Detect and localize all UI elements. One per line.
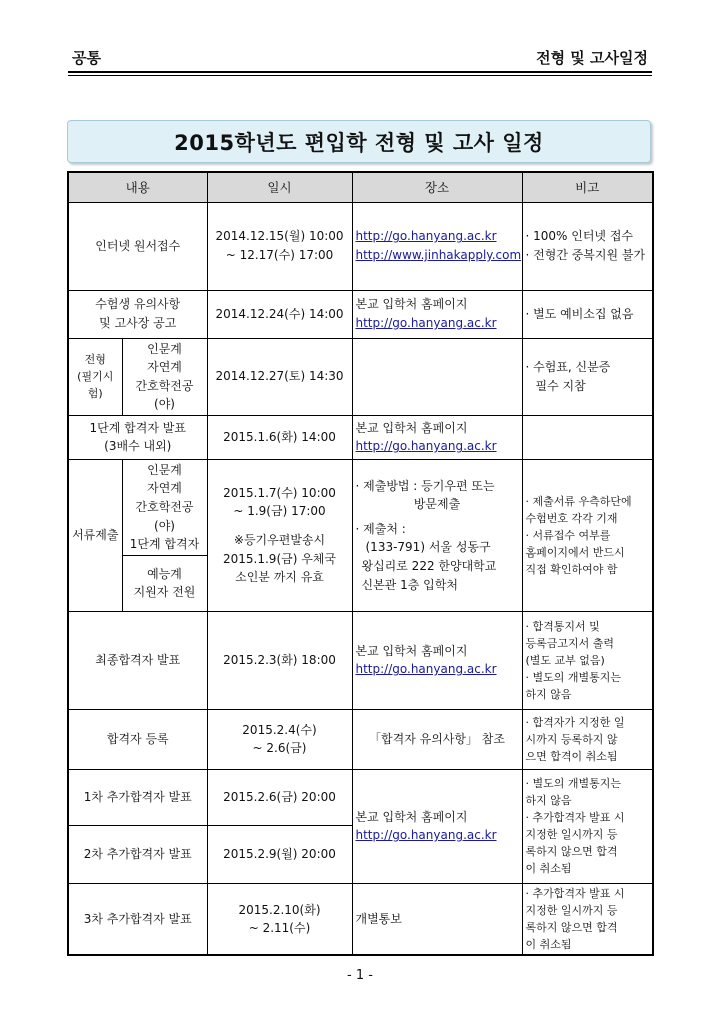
column-header-content: 내용: [68, 172, 207, 202]
row-place: [352, 338, 522, 415]
header-right-label: 전형 및 고사일정: [536, 49, 648, 67]
note-line: 수험번호 각각 기재: [525, 511, 618, 525]
note-line: · 합격통지서 및: [525, 619, 600, 633]
column-header-place: 장소: [352, 172, 522, 202]
row-label: [68, 290, 207, 338]
row-place: 개별통보: [352, 883, 522, 955]
row-datetime: [207, 202, 352, 290]
table-row: [68, 709, 653, 769]
row-note: [522, 459, 653, 611]
place-line: (133-791) 서울 성동구: [365, 540, 491, 555]
row-place: [352, 611, 522, 709]
date-line: ~ 2.11(수): [248, 921, 311, 936]
date-line: 2015.1.9(금) 우체국: [223, 551, 336, 566]
header-rule: [68, 71, 652, 73]
table-header-row: [68, 172, 653, 202]
row-place: [352, 202, 522, 290]
place-line: 본교 입학처 홈페이지: [355, 420, 468, 435]
hanyang-link[interactable]: http://go.hanyang.ac.kr: [355, 439, 497, 454]
row-datetime: [207, 709, 352, 769]
note-line: (별도 교부 없음): [525, 653, 605, 667]
label-line: 1단계 합격자 발표: [89, 420, 186, 435]
hanyang-link[interactable]: http://go.hanyang.ac.kr: [355, 316, 497, 330]
note-line: 지정한 일시까지 등: [525, 828, 618, 842]
label-line: 전형: [84, 353, 106, 367]
hanyang-link[interactable]: http://go.hanyang.ac.kr: [355, 828, 497, 843]
table-row: [68, 290, 653, 338]
date-line: ~ 2.6(금): [252, 741, 307, 756]
sublabel-line: 인문계: [147, 462, 182, 477]
date-line: 2015.2.4(수): [242, 722, 317, 737]
table-row: [68, 883, 653, 955]
place-line: 왕십리로 222 한양대학교: [361, 558, 497, 573]
place-line: 방문제출: [413, 497, 461, 512]
row-label: 서류제출: [68, 459, 122, 611]
sublabel-line: 인문계: [147, 341, 182, 356]
row-datetime: [207, 459, 352, 611]
page-number: - 1 -: [347, 968, 373, 983]
row-datetime: 2015.2.3(화) 18:00: [207, 611, 352, 709]
row-note: [522, 709, 653, 769]
row-sublabel: [122, 555, 207, 611]
column-header-datetime: 일시: [207, 172, 352, 202]
place-line: · 제출처 :: [355, 521, 406, 536]
date-line: ~ 1.9(금) 17:00: [233, 504, 326, 519]
place-line: 신본관 1층 입학처: [361, 577, 458, 592]
page-title: 2015학년도 편입학 전형 및 고사 일정: [67, 120, 651, 163]
note-line: 하지 않음: [525, 794, 572, 808]
row-label: 3차 추가합격자 발표: [68, 883, 207, 955]
row-note: [522, 202, 653, 290]
note-line: 홈페이지에서 반드시: [525, 545, 625, 559]
date-line: 소인분 까지 유효: [235, 570, 324, 585]
note-line: 하지 않음: [525, 687, 572, 701]
note-line: 시까지 등록하지 않: [525, 732, 618, 746]
row-datetime: 2014.12.24(수) 14:00: [207, 290, 352, 338]
row-label: 1차 추가합격자 발표: [68, 769, 207, 825]
note-line: 이 취소됨: [525, 862, 572, 876]
row-datetime: 2015.1.6(화) 14:00: [207, 415, 352, 459]
note-line: · 별도의 개별통지는: [525, 777, 621, 791]
row-note: [522, 338, 653, 415]
row-place: [352, 290, 522, 338]
row-sublabel: [122, 338, 207, 415]
row-label: 인터넷 원서접수: [68, 202, 207, 290]
place-line: 본교 입학처 홈페이지: [355, 809, 468, 824]
header-left-label: 공통: [72, 49, 101, 67]
row-label: 합격자 등록: [68, 709, 207, 769]
place-line: 본교 입학처 홈페이지: [355, 297, 468, 312]
sublabel-line: 자연계: [147, 481, 182, 496]
row-label: 최종합격자 발표: [68, 611, 207, 709]
column-header-note: 비고: [522, 172, 653, 202]
row-datetime: [207, 883, 352, 955]
header-rule-thin: [68, 75, 652, 76]
note-line: 으면 합격이 취소됨: [525, 749, 618, 763]
date-line: 2015.2.10(화): [238, 902, 321, 917]
note-line: · 수험표, 신분증: [525, 360, 611, 375]
row-datetime: 2015.2.6(금) 20:00: [207, 769, 352, 825]
row-place: [352, 769, 522, 883]
date-line: 2014.12.15(월) 10:00: [215, 229, 344, 244]
note-line: · 합격자가 지정한 일: [525, 715, 625, 729]
label-line: 수험생 유의사항: [95, 297, 181, 312]
row-note: [522, 883, 653, 955]
date-line: ~ 12.17(수) 17:00: [225, 248, 334, 262]
row-note: [522, 769, 653, 883]
place-line: 본교 입학처 홈페이지: [355, 643, 468, 658]
table-row: [68, 415, 653, 459]
row-label: [68, 415, 207, 459]
table-row: [68, 338, 653, 415]
note-line: 필수 지참: [535, 378, 586, 393]
date-line: 2015.1.7(수) 10:00: [223, 485, 336, 500]
date-line: ※등기우편발송시: [233, 533, 326, 548]
table-row: [68, 611, 653, 709]
table-row: [68, 202, 653, 290]
note-line: 등록금고지서 출력: [525, 636, 615, 650]
place-line: · 제출방법 : 등기우편 또는: [355, 478, 495, 493]
row-place: [352, 415, 522, 459]
row-place: [352, 459, 522, 611]
sublabel-line: 지원자 전원: [133, 585, 196, 600]
label-line: (필기시험): [77, 370, 114, 401]
note-line: · 서류접수 여부를: [525, 528, 611, 542]
note-line: · 100% 인터넷 접수: [525, 229, 634, 244]
row-note: [522, 611, 653, 709]
sublabel-line: 간호학전공(야): [135, 500, 194, 533]
note-line: · 별도의 개별통지는: [525, 670, 621, 684]
note-line: 지정한 일시까지 등: [525, 904, 618, 918]
sublabel-line: 예능계: [147, 566, 182, 581]
note-line: 록하지 않으면 합격: [525, 845, 618, 859]
note-line: 록하지 않으면 합격: [525, 921, 618, 935]
row-note: · 별도 예비소집 없음: [522, 290, 653, 338]
row-place: 「합격자 유의사항」 참조: [352, 709, 522, 769]
spacer: [211, 521, 349, 531]
hanyang-link[interactable]: http://go.hanyang.ac.kr: [355, 229, 497, 244]
hanyang-link[interactable]: http://go.hanyang.ac.kr: [355, 662, 497, 677]
sublabel-line: 간호학전공(야): [135, 378, 194, 412]
row-note: [522, 415, 653, 459]
table-row: [68, 459, 653, 555]
row-label: [68, 338, 122, 415]
jinhakapply-link[interactable]: http://www.jinhakapply.com: [355, 248, 522, 262]
note-line: · 추가합격자 발표 시: [525, 887, 625, 900]
row-sublabel: [122, 459, 207, 555]
label-line: 및 고사장 공고: [99, 316, 177, 330]
row-datetime: 2014.12.27(토) 14:30: [207, 338, 352, 415]
note-line: · 전형간 중복지원 불가: [525, 248, 646, 262]
row-datetime: 2015.2.9(월) 20:00: [207, 825, 352, 883]
row-label: 2차 추가합격자 발표: [68, 825, 207, 883]
schedule-table: [67, 171, 654, 956]
label-line: (3배수 내외): [104, 439, 172, 454]
sublabel-line: 1단계 합격자: [129, 537, 200, 552]
table-row: [68, 769, 653, 825]
note-line: · 제출서류 우측하단에: [525, 494, 632, 508]
note-line: · 추가합격자 발표 시: [525, 811, 625, 825]
note-line: 직접 확인하여야 함: [525, 562, 618, 576]
note-line: 이 취소됨: [525, 938, 572, 952]
sublabel-line: 자연계: [147, 360, 182, 375]
